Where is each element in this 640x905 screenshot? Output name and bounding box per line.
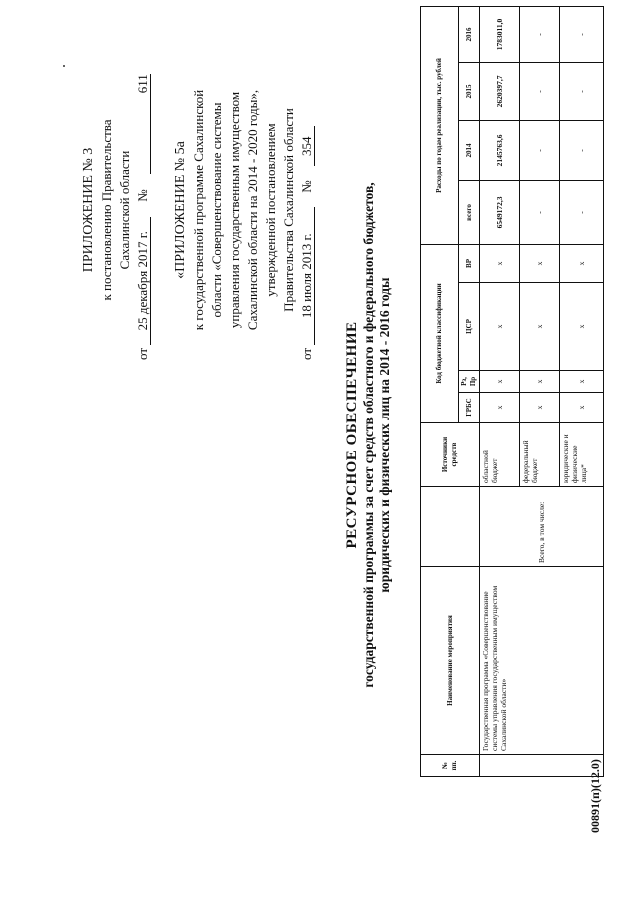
appendix-5a-date: 18 июля 2013 г. bbox=[300, 207, 315, 345]
csr-cell: х bbox=[480, 283, 520, 371]
scan-dot bbox=[63, 65, 65, 67]
header-empty bbox=[421, 487, 480, 567]
csr-cell: х bbox=[520, 283, 560, 371]
appendix-5a-from: от bbox=[299, 347, 314, 360]
appendix-5a-line-5: утвержденной постановлением bbox=[263, 123, 278, 297]
header-2015: 2015 bbox=[459, 62, 480, 120]
appendix-3-block bbox=[80, 60, 152, 360]
total-cell: 6549172,3 bbox=[480, 180, 520, 244]
total-label-cell: Всего, в том числе: bbox=[480, 487, 604, 567]
source-cell: юридические и физические лица* bbox=[560, 423, 604, 487]
document-code: 00891(п)(12.0) bbox=[588, 759, 602, 833]
appendix-5a-line-1: к государственной программе Сахалинской bbox=[191, 89, 206, 331]
vr-cell: х bbox=[520, 244, 560, 282]
rzpr-cell: х bbox=[560, 371, 604, 393]
appendix-3-no: № bbox=[135, 189, 150, 202]
appendix-3-number: 611 bbox=[136, 74, 151, 174]
vr-cell: х bbox=[560, 244, 604, 282]
appendix-3-line-2: Сахалинской области bbox=[117, 150, 132, 270]
rzpr-cell: х bbox=[520, 371, 560, 393]
source-cell: областной бюджет bbox=[480, 423, 520, 487]
rzpr-cell: х bbox=[480, 371, 520, 393]
header-no: № пп. bbox=[421, 755, 480, 777]
header-vr: ВР bbox=[459, 244, 480, 282]
header-csr: ЦСР bbox=[459, 283, 480, 371]
y2014-cell: - bbox=[560, 120, 604, 180]
table-row bbox=[480, 6, 520, 776]
grbs-cell: х bbox=[480, 393, 520, 423]
appendix-3-from: от bbox=[135, 347, 150, 360]
program-name-cell: Государственная программа «Совершенствование системы управления государственным имуществом Сахалинской области» bbox=[480, 567, 604, 755]
header-expenses: Расходы по годам реализации, тыс. рублей bbox=[421, 6, 459, 244]
total-cell: - bbox=[560, 180, 604, 244]
header-total: всего bbox=[459, 180, 480, 244]
cell-no bbox=[480, 755, 604, 777]
csr-cell: х bbox=[560, 283, 604, 371]
header-name: Наименование мероприятия bbox=[421, 567, 480, 755]
appendix-5a-line-2: области «Совершенствование системы bbox=[209, 102, 224, 318]
y2016-cell: 1783011,0 bbox=[480, 6, 520, 62]
appendix-3-line-1: к постановлению Правительства bbox=[99, 119, 114, 301]
header-source: Источники средств bbox=[421, 423, 480, 487]
header-2014: 2014 bbox=[459, 120, 480, 180]
source-cell: федеральный бюджет bbox=[520, 423, 560, 487]
resource-table bbox=[420, 6, 604, 777]
header-budget-code: Код бюджетной классификации bbox=[421, 244, 459, 422]
appendix-5a-block bbox=[172, 60, 316, 360]
appendix-3-date: 25 декабря 2017 г. bbox=[136, 217, 151, 345]
y2015-cell: - bbox=[560, 62, 604, 120]
appendix-5a-number: 354 bbox=[300, 126, 315, 166]
appendix-3-title: ПРИЛОЖЕНИЕ № 3 bbox=[81, 147, 96, 273]
y2014-cell: - bbox=[520, 120, 560, 180]
appendix-5a-title: «ПРИЛОЖЕНИЕ № 5а bbox=[173, 141, 188, 279]
heading-line-2: государственной программы за счет средств областного и федерального бюджетов, bbox=[361, 182, 376, 688]
heading-title: РЕСУРСНОЕ ОБЕСПЕЧЕНИЕ bbox=[344, 321, 360, 549]
y2015-cell: 2620397,7 bbox=[480, 62, 520, 120]
heading-line-3: юридических и физических лиц на 2014 - 2016 годы bbox=[377, 277, 392, 593]
y2016-cell: - bbox=[560, 6, 604, 62]
appendix-5a-line-4: Сахалинской области на 2014 - 2020 годы», bbox=[245, 89, 260, 331]
grbs-cell: х bbox=[560, 393, 604, 423]
appendix-5a-line-3: управления государственным имуществом bbox=[227, 91, 242, 329]
grbs-cell: х bbox=[520, 393, 560, 423]
header-rzpr: Рз, Пр bbox=[459, 371, 480, 393]
appendix-5a-no: № bbox=[299, 180, 314, 193]
header-grbs: ГРБС bbox=[459, 393, 480, 423]
vr-cell: х bbox=[480, 244, 520, 282]
appendix-5a-line-6: Правительства Сахалинской области bbox=[281, 108, 296, 312]
y2014-cell: 2145763,6 bbox=[480, 120, 520, 180]
header-2016: 2016 bbox=[459, 6, 480, 62]
document-heading bbox=[344, 85, 393, 785]
total-cell: - bbox=[520, 180, 560, 244]
y2015-cell: - bbox=[520, 62, 560, 120]
y2016-cell: - bbox=[520, 6, 560, 62]
